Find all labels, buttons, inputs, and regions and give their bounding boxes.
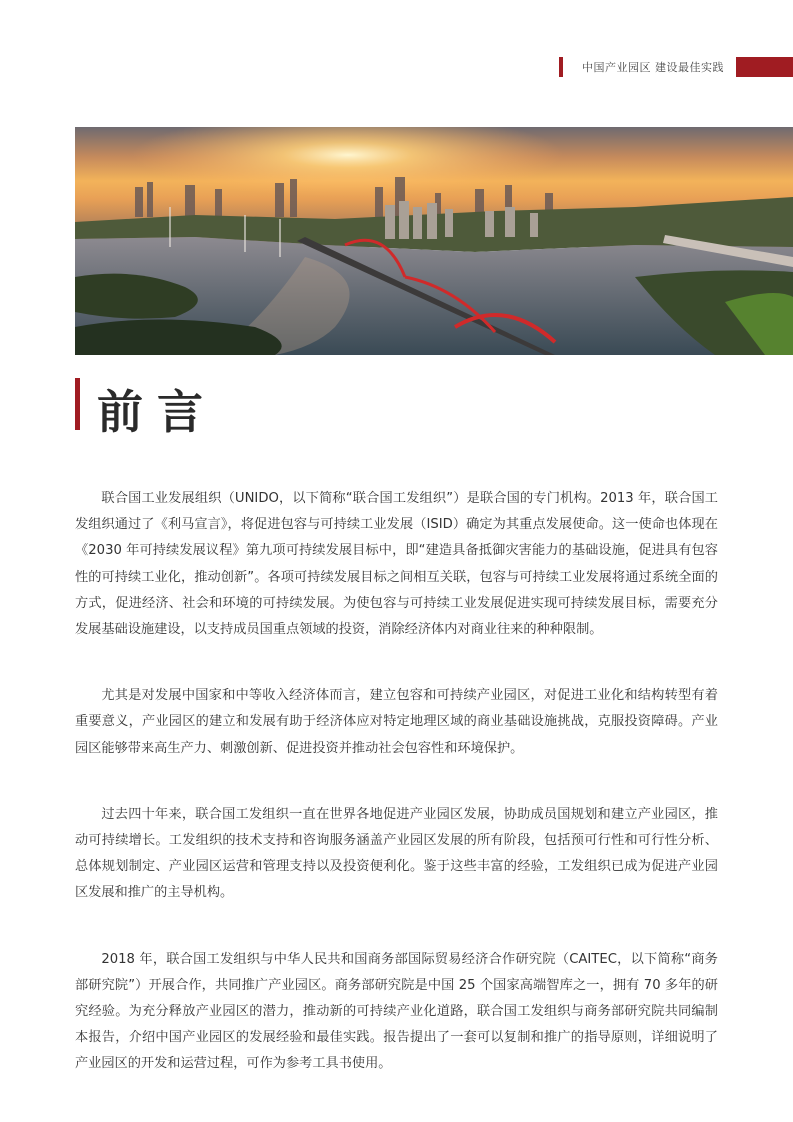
header-accent-bar bbox=[559, 57, 563, 77]
body-text bbox=[75, 486, 718, 1118]
hero-image bbox=[75, 127, 793, 355]
paragraph-2: 尤其是对发展中国家和中等收入经济体而言，建立包容和可持续产业园区，对促进工业化和结构转型有着重要意义，产业园区的建立和发展有助于经济体应对特定地理区域的商业基础设施挑战，克服投资障碍。产业园区能够带来高生产力、刺激创新、促进投资并推动社会包容性和环境保护。 bbox=[75, 688, 718, 756]
section-title: 前言 bbox=[97, 385, 217, 439]
paragraph-4: 2018 年，联合国工发组织与中华人民共和国商务部国际贸易经济合作研究院（CAITEC，以下简称“商务部研究院”）开展合作，共同推广产业园区。商务部研究院是中国 25 个国家高端智库之一，拥有 70 多年的研究经验。为充分释放产业园区的潜力，推动新的可持续产业化道路，联合国工发组织与商务部研究院共同编制本报告，介绍中国产业园区的发展经验和最佳实践。报告提出了一套可以复制和推广的指导原则，详细说明了产业园区的开发和运营过程，可作为参考工具书使用。 bbox=[75, 951, 718, 1072]
section-heading-bar bbox=[75, 378, 80, 430]
paragraph-1: 联合国工业发展组织（UNIDO，以下简称“联合国工发组织”）是联合国的专门机构。2013 年，联合国工发组织通过了《利马宣言》，将促进包容与可持续工业发展（ISID）确定为其重点发展使命。这一使命也体现在《2030 年可持续发展议程》第九项可持续发展目标中，即“建造具备抵御灾害能力的基础设施，促进具有包容性的可持续工业化，推动创新”。各项可持续发展目标之间相互关联，包容与可持续工业发展将通过系统全面的方式，促进经济、社会和环境的可持续发展。为使包容与可持续工业发展促进实现可持续发展目标，需要充分发展基础设施建设，以支持成员国重点领域的投资，消除经济体内对商业往来的种种限制。 bbox=[75, 491, 718, 638]
header-accent-block bbox=[736, 57, 793, 77]
paragraph-3: 过去四十年来，联合国工发组织一直在世界各地促进产业园区发展，协助成员国规划和建立产业园区，推动可持续增长。工发组织的技术支持和咨询服务涵盖产业园区发展的所有阶段，包括预可行性和可行性分析、总体规划制定、产业园区运营和管理支持以及投资便利化。鉴于这些丰富的经验，工发组织已成为促进产业园区发展和推广的主导机构。 bbox=[75, 806, 718, 901]
sunset-bridge-photo bbox=[75, 127, 793, 355]
header-title: 中国产业园区 建设最佳实践 bbox=[582, 61, 724, 74]
